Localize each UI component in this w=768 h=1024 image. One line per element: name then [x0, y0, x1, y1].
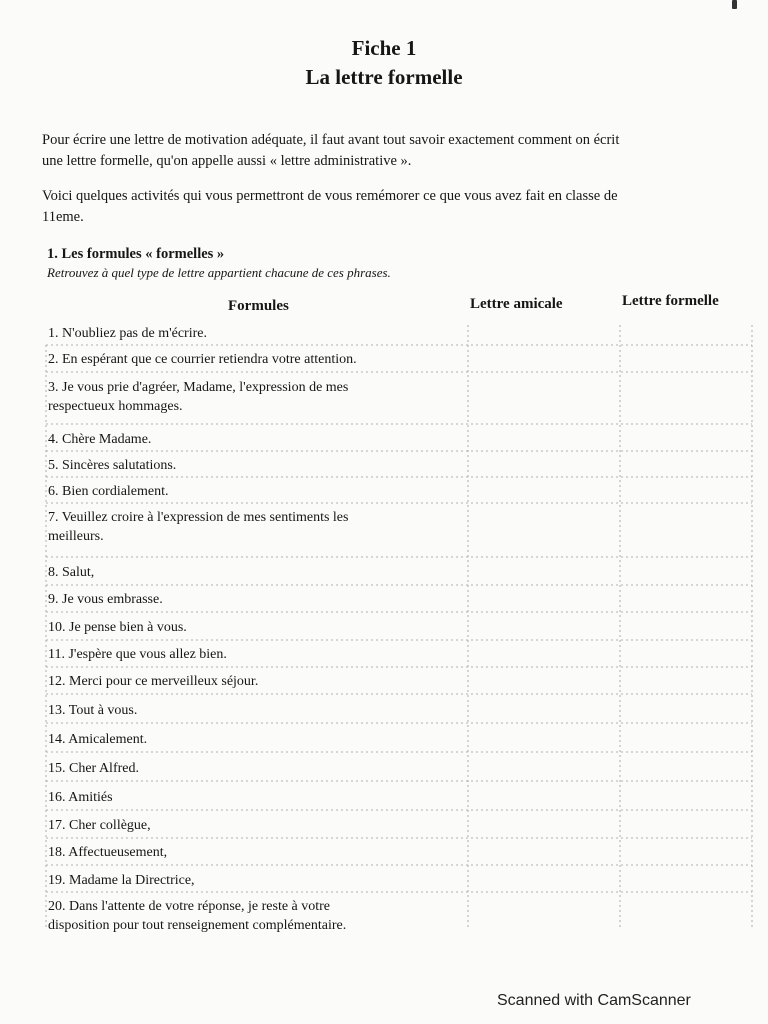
formule-text: 19. Madame la Directrice, [48, 873, 195, 888]
formule-text: 9. Je vous embrasse. [48, 592, 163, 607]
formule-text: 6. Bien cordialement. [48, 484, 169, 499]
formule-text: 10. Je pense bien à vous. [48, 620, 187, 635]
table-row [48, 759, 448, 778]
table-row [48, 672, 448, 691]
table-row [48, 618, 448, 637]
table-row [48, 843, 448, 862]
intro-line: Voici quelques activités qui vous permettront de vous remémorer ce que vous avez fait en classe de [42, 188, 618, 204]
column-header-lettre-amicale: Lettre amicale [470, 296, 563, 312]
formule-text: respectueux hommages. [48, 399, 183, 414]
table-row [48, 430, 448, 449]
table-row [48, 482, 448, 501]
table-row [48, 350, 448, 369]
formule-text: 18. Affectueusement, [48, 845, 168, 860]
section-heading: 1. Les formules « formelles » [47, 246, 225, 262]
intro-line: une lettre formelle, qu'on appelle aussi « lettre administrative ». [42, 153, 412, 169]
table-row [48, 563, 448, 582]
table-row [48, 508, 448, 546]
formule-text: 3. Je vous prie d'agréer, Madame, l'expression de mes [48, 380, 349, 395]
formule-text: 7. Veuillez croire à l'expression de mes sentiments les [48, 510, 349, 525]
formule-text: 11. J'espère que vous allez bien. [48, 647, 227, 662]
formule-text: 5. Sincères salutations. [48, 458, 177, 473]
column-header-formules: Formules [228, 298, 289, 314]
formule-text: 13. Tout à vous. [48, 703, 138, 718]
table-row [48, 788, 448, 807]
formule-text: 15. Cher Alfred. [48, 761, 139, 776]
table-row [48, 378, 448, 416]
table-row [48, 871, 448, 890]
table-row [48, 897, 448, 935]
table-row [48, 456, 448, 475]
formule-text: 17. Cher collègue, [48, 818, 151, 833]
formule-text: 14. Amicalement. [48, 732, 148, 747]
table-row [48, 645, 448, 664]
column-header-lettre-formelle: Lettre formelle [622, 293, 719, 309]
formule-text: 8. Salut, [48, 565, 95, 580]
table-row [48, 590, 448, 609]
formule-text: 4. Chère Madame. [48, 432, 152, 447]
page-title: Fiche 1 [351, 36, 417, 60]
intro-line: 11eme. [42, 209, 84, 225]
formule-text: meilleurs. [48, 529, 104, 544]
scanner-watermark: Scanned with CamScanner [497, 992, 691, 1009]
table-row [48, 816, 448, 835]
table-row [48, 701, 448, 720]
formule-text: 20. Dans l'attente de votre réponse, je reste à votre [48, 899, 331, 914]
formule-text: disposition pour tout renseignement complémentaire. [48, 918, 347, 933]
page-subtitle: La lettre formelle [305, 65, 463, 89]
formule-text: 1. N'oubliez pas de m'écrire. [48, 326, 207, 341]
formule-text: 2. En espérant que ce courrier retiendra votre attention. [48, 352, 357, 367]
intro-line: Pour écrire une lettre de motivation adéquate, il faut avant tout savoir exactement comment on écrit [42, 132, 620, 148]
table-row [48, 324, 448, 343]
formule-text: 16. Amitiés [48, 790, 113, 805]
table-row [48, 730, 448, 749]
formule-text: 12. Merci pour ce merveilleux séjour. [48, 674, 259, 689]
section-instruction: Retrouvez à quel type de lettre appartient chacune de ces phrases. [47, 265, 391, 280]
